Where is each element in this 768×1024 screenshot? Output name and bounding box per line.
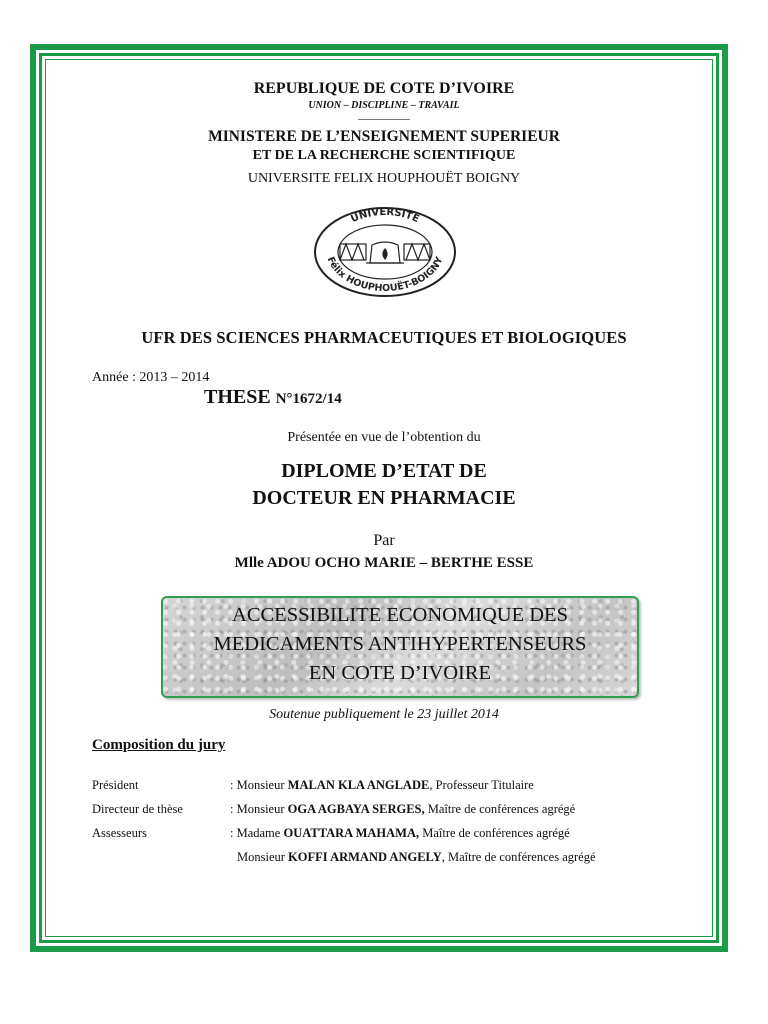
university-seal-logo: [310, 205, 460, 300]
header-divider: [358, 119, 410, 120]
jury-member-director: : Monsieur OGA AGBAYA SERGES, Maître de conférences agrégé: [230, 802, 576, 816]
thesis-title-line-2: MEDICAMENTS ANTIHYPERTENSEURS: [213, 633, 587, 655]
author-name: Mlle ADOU OCHO MARIE – BERTHE ESSE: [234, 555, 534, 571]
diploma-line-2: DOCTEUR EN PHARMACIE: [252, 487, 516, 509]
jury-member-name: OGA AGBAYA SERGES,: [287, 802, 425, 816]
thesis-title-box: [161, 596, 639, 698]
jury-member-assessor-2: Monsieur KOFFI ARMAND ANGELY, Maître de conférences agrégé: [237, 850, 596, 864]
country-heading: REPUBLIQUE DE COTE D’IVOIRE: [253, 80, 515, 97]
thesis-number-line: [204, 386, 342, 409]
jury-role-president: Président: [92, 778, 139, 792]
jury-member-assessor-1: : Madame OUATTARA MAHAMA, Maître de conférences agrégé: [230, 826, 570, 840]
svg-text:UNIVERSITÉ: [349, 207, 421, 225]
thesis-title-line-3: EN COTE D’IVOIRE: [308, 662, 492, 684]
jury-role-assessors: Assesseurs: [92, 826, 147, 840]
diploma-line-1: DIPLOME D’ETAT DE: [281, 460, 487, 482]
thesis-label: THESE: [204, 386, 271, 408]
faculty-name: UFR DES SCIENCES PHARMACEUTIQUES ET BIOLOGIQUES: [141, 328, 627, 347]
thesis-number: N°1672/14: [275, 391, 342, 407]
university-name: UNIVERSITE FELIX HOUPHOUËT BOIGNY: [247, 171, 521, 186]
academic-year: Année : 2013 – 2014: [92, 370, 210, 385]
jury-heading: Composition du jury: [92, 737, 226, 753]
by-label: Par: [373, 532, 395, 549]
jury-member-name: KOFFI ARMAND ANGELY: [288, 850, 442, 864]
presented-for: Présentée en vue de l’obtention du: [287, 430, 481, 445]
defense-date: Soutenue publiquement le 23 juillet 2014: [269, 707, 499, 722]
ministry-line-2: ET DE LA RECHERCHE SCIENTIFIQUE: [252, 148, 516, 163]
national-motto: UNION – DISCIPLINE – TRAVAIL: [308, 100, 460, 111]
jury-role-director: Directeur de thèse: [92, 802, 183, 816]
seal-top-text: UNIVERSITÉ: [349, 206, 421, 226]
seal-bottom-text: Félix HOUPHOUËT-BOIGNY: [324, 255, 446, 295]
jury-member-name: MALAN KLA ANGLADE: [287, 778, 430, 792]
thesis-title-line-1: ACCESSIBILITE ECONOMIQUE DES: [232, 604, 568, 626]
jury-member-name: OUATTARA MAHAMA,: [283, 826, 420, 840]
ministry-line-1: MINISTERE DE L’ENSEIGNEMENT SUPERIEUR: [208, 128, 560, 145]
jury-member-president: : Monsieur MALAN KLA ANGLADE, Professeur Titulaire: [230, 778, 534, 792]
